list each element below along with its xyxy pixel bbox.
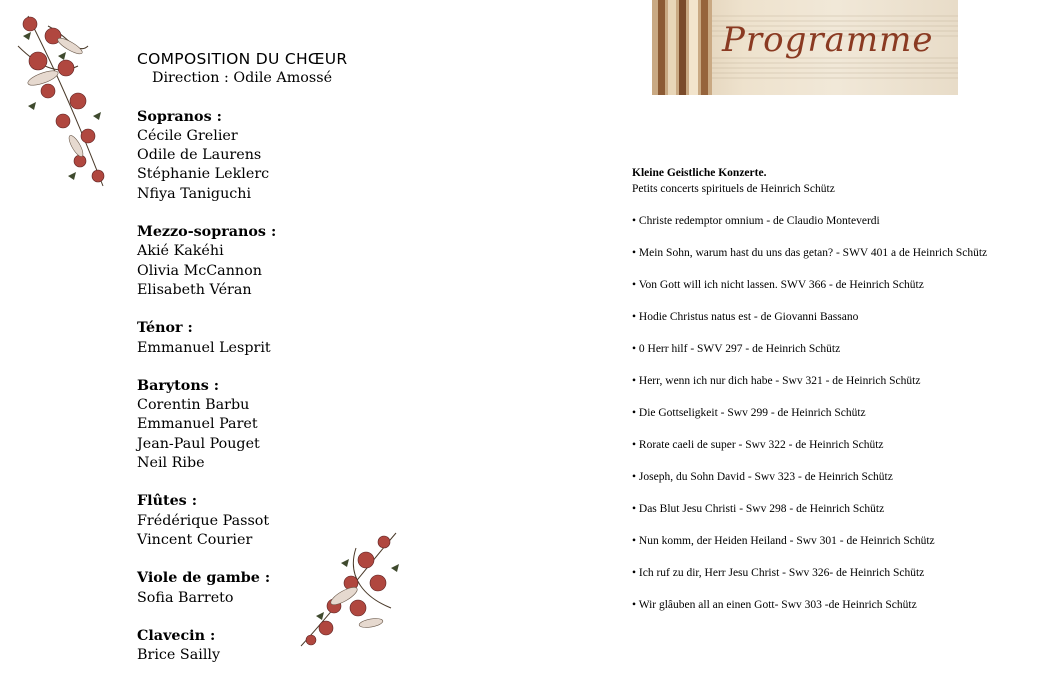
section-title: Barytons : xyxy=(137,377,220,394)
member: Brice Sailly xyxy=(137,647,221,664)
programme-item: • 0 Herr hilf - SWV 297 - de Heinrich Schütz xyxy=(632,342,841,355)
member: Emmanuel Paret xyxy=(137,416,258,433)
programme-item: • Das Blut Jesu Christi - Swv 298 - de Heinrich Schütz xyxy=(632,502,885,515)
section-title: Ténor : xyxy=(137,320,193,337)
member: Neil Ribe xyxy=(137,455,205,472)
member: Akié Kakéhi xyxy=(137,243,224,260)
member: Cécile Grelier xyxy=(137,127,238,144)
member: Stéphanie Leklerc xyxy=(137,166,270,183)
section-mezzo-sopranos xyxy=(137,223,437,300)
programme-banner xyxy=(652,0,958,95)
section-title: Clavecin : xyxy=(137,627,216,644)
section-title: Viole de gambe : xyxy=(137,570,271,587)
programme-heading: Kleine Geistliche Konzerte. xyxy=(632,167,767,179)
member: Olivia McCannon xyxy=(137,262,262,279)
programme-item: • Rorate caeli de super - Swv 322 - de Heinrich Schütz xyxy=(632,438,884,451)
member: Corentin Barbu xyxy=(137,397,250,414)
programme-item: • Hodie Christus natus est - de Giovanni Bassano xyxy=(632,310,859,323)
section-title: Flûtes : xyxy=(137,493,197,510)
programme-item: • Mein Sohn, warum hast du uns das getan? - SWV 401 a de Heinrich Schütz xyxy=(632,246,988,259)
programme-item: • Herr, wenn ich nur dich habe - Swv 321 - de Heinrich Schütz xyxy=(632,374,921,387)
programme-item: • Die Gottseligkeit - Swv 299 - de Heinrich Schütz xyxy=(632,406,866,419)
programme-item: • Christe redemptor omnium - de Claudio Monteverdi xyxy=(632,214,880,227)
member: Nfiya Taniguchi xyxy=(137,185,252,202)
programme-item: • Von Gott will ich nicht lassen. SWV 366 - de Heinrich Schütz xyxy=(632,278,924,291)
section-tenor xyxy=(137,319,437,358)
programme-item: • Nun komm, der Heiden Heiland - Swv 301 - de Heinrich Schütz xyxy=(632,534,935,547)
member: Vincent Courier xyxy=(137,531,253,548)
organ-pipes-icon xyxy=(652,0,712,95)
programme-item: • Wir glâuben all an einen Gott- Swv 303 -de Heinrich Schütz xyxy=(632,598,917,611)
member: Elisabeth Véran xyxy=(137,281,252,298)
section-title: Sopranos : xyxy=(137,108,222,125)
member: Sofia Barreto xyxy=(137,589,234,606)
member: Frédérique Passot xyxy=(137,512,270,529)
programme-subheading: Petits concerts spirituels de Heinrich Schütz xyxy=(632,182,835,195)
choir-title: COMPOSITION DU CHŒUR xyxy=(137,50,348,68)
choir-director: Direction : Odile Amossé xyxy=(152,70,333,87)
floral-bouquet-icon xyxy=(296,528,408,652)
floral-bouquet-icon xyxy=(8,6,118,196)
programme-list xyxy=(632,166,1037,613)
member: Emmanuel Lesprit xyxy=(137,339,271,356)
programme-title: Programme xyxy=(722,20,934,60)
section-barytons xyxy=(137,377,437,473)
section-sopranos xyxy=(137,108,437,204)
section-title: Mezzo-sopranos : xyxy=(137,224,277,241)
member: Odile de Laurens xyxy=(137,147,262,164)
programme-item: • Joseph, du Sohn David - Swv 323 - de Heinrich Schütz xyxy=(632,470,893,483)
programme-item: • Ich ruf zu dir, Herr Jesu Christ - Swv 326- de Heinrich Schütz xyxy=(632,566,925,579)
member: Jean-Paul Pouget xyxy=(137,435,260,452)
